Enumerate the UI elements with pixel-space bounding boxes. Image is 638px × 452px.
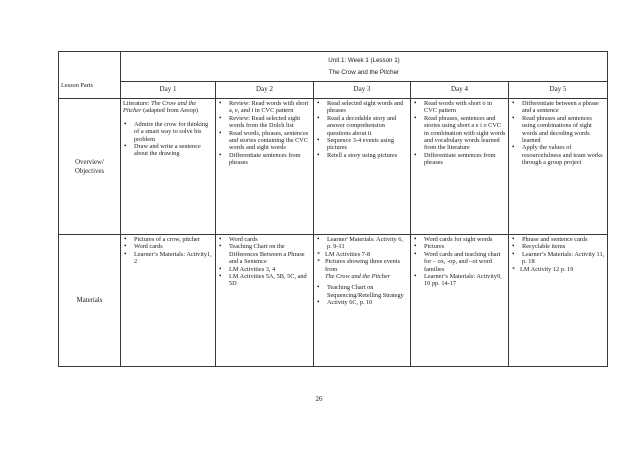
objectives-day-5 bbox=[509, 99, 608, 235]
literature-suffix: (adapted from Aesop) bbox=[141, 107, 199, 115]
list-item: • Pictures of a crow, pitcher bbox=[123, 236, 213, 243]
list-item: • Word cards for sight words bbox=[413, 236, 506, 243]
materials-day-5-list bbox=[511, 236, 605, 266]
list-item: • Word cards and teaching chart for – ox, -op, and –ot word families bbox=[413, 251, 506, 273]
materials-day-1-list bbox=[123, 236, 213, 266]
list-item: • Learner’s Materials: Activity 11, p. 18 bbox=[511, 251, 605, 266]
list-item: • Read phrases, sentences and stories using short a e i o CVC in combination with sight words and vocabulary words learned from the literature bbox=[413, 115, 506, 152]
lesson-parts-header bbox=[59, 52, 121, 99]
list-item: • LM Activities 3, 4 bbox=[218, 266, 311, 273]
list-item: * LM Activity 12 p. 19 bbox=[511, 266, 605, 273]
list-item: • Read phrases and sentences using combinations of sight words and decoding words learned bbox=[511, 115, 605, 145]
list-item: • Recyclable items bbox=[511, 243, 605, 250]
list-item: • Review: Read selected sight words from the Dolch list bbox=[218, 115, 311, 130]
literature-note bbox=[123, 100, 213, 115]
list-item: • Sequence 3-4 events using pictures bbox=[316, 137, 408, 152]
materials-day-4 bbox=[411, 235, 509, 367]
materials-day-5 bbox=[509, 235, 608, 367]
list-item: • Learner' Materials: Activity 6, p. 9-11 bbox=[316, 236, 408, 251]
list-item: • Differentiate sentences from phrases bbox=[413, 152, 506, 167]
literature-title: The Crow and the Pitcher bbox=[123, 100, 197, 115]
objectives-row bbox=[59, 99, 608, 235]
materials-day-2-list bbox=[218, 236, 311, 288]
story-reference: The Crow and the Pitcher bbox=[325, 273, 391, 281]
unit-title: Unit 1: Week 1 (Lesson 1) bbox=[328, 57, 400, 64]
objectives-day-3 bbox=[314, 99, 411, 235]
list-item: • Read a decodable story and answer comprehension questions about it bbox=[316, 115, 408, 137]
day-2-header: Day 2 bbox=[216, 82, 314, 99]
title-row bbox=[59, 52, 608, 82]
objectives-day-3-list bbox=[316, 100, 408, 159]
day-5-header: Day 5 bbox=[509, 82, 608, 99]
objectives-label: Overview/ Objectives bbox=[59, 99, 121, 235]
list-item: • Read words with short o in CVC pattern bbox=[413, 100, 506, 115]
list-item: • Review: Read words with short a, e, and i in CVC pattern bbox=[218, 100, 311, 115]
materials-label: Materials bbox=[59, 235, 121, 367]
list-item: • Read words, phrases, sentences and stories containing the CVC words and sight words bbox=[218, 130, 311, 152]
list-item: • Word cards bbox=[123, 243, 213, 250]
materials-day-3-stars bbox=[316, 251, 408, 281]
list-item: • Pictures bbox=[413, 243, 506, 250]
literature-prefix: Literature: bbox=[123, 100, 152, 107]
objectives-day-5-list bbox=[511, 100, 605, 167]
lesson-parts-label: Lesson Parts bbox=[61, 82, 94, 89]
pictures-text: Pictures showing three events from bbox=[325, 258, 401, 273]
list-item: • Retell a story using pictures bbox=[316, 152, 408, 159]
materials-day-3 bbox=[314, 235, 411, 367]
materials-day-4-list bbox=[413, 236, 506, 288]
materials-day-3-first bbox=[316, 236, 408, 251]
list-item: • Differentiate sentences from phrases bbox=[218, 152, 311, 167]
list-item: • Admire the crow for thinking of a smart way to solve his problem bbox=[123, 121, 213, 143]
list-item: • Phrase and sentence cards bbox=[511, 236, 605, 243]
objectives-day-2 bbox=[216, 99, 314, 235]
day-4-header: Day 4 bbox=[411, 82, 509, 99]
title-cell bbox=[121, 52, 608, 82]
page-number: 26 bbox=[315, 395, 323, 403]
materials-row bbox=[59, 235, 608, 367]
list-item: • Word cards bbox=[218, 236, 311, 243]
objectives-day-1-list bbox=[123, 121, 213, 158]
list-item: • Apply the values of resourcefulness and team works through a group project bbox=[511, 144, 605, 166]
objectives-day-4-list bbox=[413, 100, 506, 167]
day-header-row bbox=[59, 82, 608, 99]
list-item: • Differentiate between a phrase and a sentence bbox=[511, 100, 605, 115]
objectives-day-4 bbox=[411, 99, 509, 235]
list-item: • Learner’s Materials: Activity9, 10 pp. 14-17 bbox=[413, 273, 506, 288]
list-item: • Teaching Chart on Sequencing/Retelling Strategy bbox=[316, 284, 408, 299]
day-1-header: Day 1 bbox=[121, 82, 216, 99]
list-item: * LM Activities 7-8 bbox=[316, 251, 408, 258]
list-item: • Activity 6C, p. 10 bbox=[316, 299, 408, 306]
materials-day-2 bbox=[216, 235, 314, 367]
list-item: • Draw and write a sentence about the drawing bbox=[123, 143, 213, 158]
list-item: • Learner’s Materials: Activity1, 2 bbox=[123, 251, 213, 266]
story-title: The Crow and the Pitcher bbox=[328, 69, 400, 76]
objectives-day-1 bbox=[121, 99, 216, 235]
lesson-plan-table bbox=[58, 51, 608, 367]
list-item bbox=[316, 258, 408, 280]
list-item: • Read selected sight words and phrases bbox=[316, 100, 408, 115]
materials-day-5-stars bbox=[511, 266, 605, 273]
materials-day-3-last bbox=[316, 284, 408, 306]
materials-day-1 bbox=[121, 235, 216, 367]
day-3-header: Day 3 bbox=[314, 82, 411, 99]
objectives-day-2-list bbox=[218, 100, 311, 167]
list-item: • Teaching Chart on the Differences Between a Phrase and a Sentence bbox=[218, 243, 311, 265]
list-item: • LM Activities 5A, 5B, 5C, and 5D bbox=[218, 273, 311, 288]
